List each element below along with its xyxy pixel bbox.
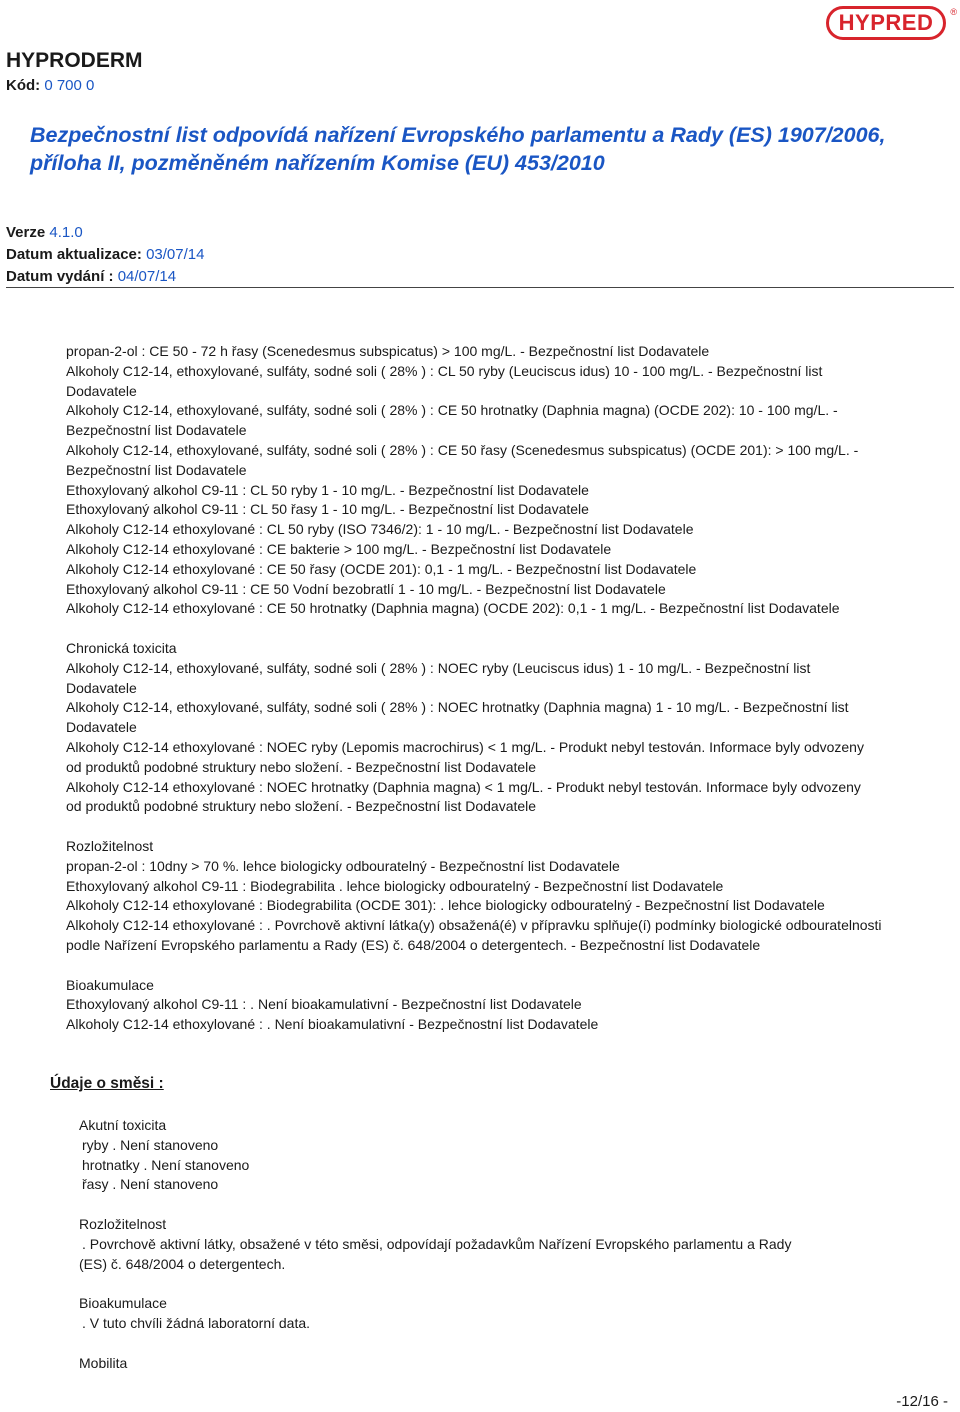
subsection-title: Bioakumulace (79, 1295, 167, 1312)
subsection-title: Rozložitelnost (79, 1215, 167, 1232)
text-line: podle Nařízení Evropského parlamentu a Rady (ES) č. 648/2004 o detergentech. - Bezpečnostní list Dodavatele (66, 936, 761, 953)
text-line: Alkoholy C12-14 ethoxylované : NOEC ryby (Lepomis macrochirus) < 1 mg/L. - Produkt nebyl testován. Informace byly odvozeny (66, 738, 864, 755)
mixture-section (79, 1116, 949, 1373)
text-line: Bezpečnostní list Dodavatele (66, 422, 247, 439)
bioaccumulation-block (66, 976, 956, 1035)
updated-line (6, 246, 204, 263)
subsection-title: Rozložitelnost (66, 837, 154, 854)
text-line: Ethoxylovaný alkohol C9-11 : Biodegrabilita . lehce biologicky odbouratelný - Bezpečnostní list Dodavatele (66, 877, 724, 894)
registered-mark: ® (950, 7, 957, 17)
hypred-logo (826, 6, 957, 40)
text-line: Alkoholy C12-14 ethoxylované : Biodegrabilita (OCDE 301): . lehce biologicky odbouratelný - Bezpečnostní list Dodavatele (66, 897, 825, 914)
issued-label: Datum vydání : (6, 268, 114, 285)
chronic-toxicity-block (66, 639, 956, 817)
issued-line (6, 268, 176, 285)
version-label: Verze (6, 224, 46, 241)
text-line: . Povrchově aktivní látky, obsažené v této směsi, odpovídají požadavkům Nařízení Evropského parlamentu a Rady (82, 1235, 792, 1252)
text-line: Bezpečnostní list Dodavatele (66, 461, 247, 478)
subsection-title: Chronická toxicita (66, 639, 177, 656)
issued-value: 04/07/14 (117, 268, 177, 285)
text-line: Ethoxylovaný alkohol C9-11 : CL 50 ryby 1 - 10 mg/L. - Bezpečnostní list Dodavatele (66, 481, 589, 498)
text-line: Alkoholy C12-14 ethoxylované : CE 50 řasy (OCDE 201): 0,1 - 1 mg/L. - Bezpečnostní list Dodavatele (66, 560, 697, 577)
logo-text: HYPRED (838, 10, 934, 35)
header-divider (6, 287, 954, 288)
text-line: od produktů podobné struktury nebo složení. - Bezpečnostní list Dodavatele (66, 798, 537, 815)
text-line: Alkoholy C12-14 ethoxylované : CE bakterie > 100 mg/L. - Bezpečnostní list Dodavatele (66, 540, 612, 557)
mixture-heading: Údaje o směsi : (50, 1075, 164, 1092)
title-line-2: příloha II, pozměněném nařízením Komise (EU) 453/2010 (30, 151, 605, 175)
text-line: hrotnatky . Není stanoveno (82, 1156, 250, 1173)
degradability-block (66, 837, 956, 956)
subsection-title: Mobilita (79, 1354, 128, 1371)
text-line: propan-2-ol : CE 50 - 72 h řasy (Scenedesmus subspicatus) > 100 mg/L. - Bezpečnostní list Dodavatele (66, 343, 710, 359)
text-line: Alkoholy C12-14, ethoxylované, sulfáty, sodné soli ( 28% ) : CL 50 ryby (Leuciscus idus) 10 - 100 mg/L. - Bezpečnostní list (66, 362, 823, 379)
text-line: řasy . Není stanoveno (82, 1176, 219, 1193)
text-line: Alkoholy C12-14 ethoxylované : NOEC hrotnatky (Daphnia magna) < 1 mg/L. - Produkt nebyl testován. Informace byly odvozeny (66, 778, 861, 795)
subsection-title: Bioakumulace (66, 976, 154, 993)
text-line: Alkoholy C12-14 ethoxylované : . Není bioakamulativní - Bezpečnostní list Dodavatele (66, 1016, 599, 1033)
text-line: Ethoxylovaný alkohol C9-11 : . Není bioakamulativní - Bezpečnostní list Dodavatele (66, 996, 582, 1013)
document-title (30, 121, 950, 177)
text-line: Ethoxylovaný alkohol C9-11 : CL 50 řasy 1 - 10 mg/L. - Bezpečnostní list Dodavatele (66, 501, 589, 518)
text-line: Alkoholy C12-14 ethoxylované : CE 50 hrotnatky (Daphnia magna) (OCDE 202): 0,1 - 1 mg/L. - Bezpečnostní list Dodavatele (66, 600, 840, 617)
text-line: Dodavatele (66, 679, 137, 696)
text-line: Alkoholy C12-14, ethoxylované, sulfáty, sodné soli ( 28% ) : NOEC hrotnatky (Daphnia magna) 1 - 10 mg/L. - Bezpečnostní list (66, 699, 849, 716)
title-line-1: Bezpečnostní list odpovídá nařízení Evropského parlamentu a Rady (ES) 1907/2006, (30, 123, 886, 147)
text-line: propan-2-ol : 10dny > 70 %. lehce biologicky odbouratelný - Bezpečnostní list Dodavatele (66, 857, 620, 874)
version-value: 4.1.0 (49, 224, 83, 241)
version-line (6, 224, 83, 241)
text-line: Alkoholy C12-14, ethoxylované, sulfáty, sodné soli ( 28% ) : CE 50 řasy (Scenedesmus subspicatus) (OCDE 201): > 100 mg/L. - (66, 441, 859, 458)
text-line: Alkoholy C12-14 ethoxylované : CL 50 ryby (ISO 7346/2): 1 - 10 mg/L. - Bezpečnostní list Dodavatele (66, 521, 694, 538)
text-line: od produktů podobné struktury nebo složení. - Bezpečnostní list Dodavatele (66, 758, 537, 775)
text-line: Dodavatele (66, 719, 137, 736)
text-line: Alkoholy C12-14, ethoxylované, sulfáty, sodné soli ( 28% ) : NOEC ryby (Leuciscus idus) 1 - 10 mg/L. - Bezpečnostní list (66, 659, 811, 676)
text-line: ryby . Není stanoveno (82, 1136, 219, 1153)
subsection-title: Akutní toxicita (79, 1117, 167, 1133)
text-line: Alkoholy C12-14 ethoxylované : . Povrchově aktivní látka(y) obsažená(é) v přípravku splňuje(í) podmínky biologické odbouratelnosti (66, 917, 882, 934)
text-line: Ethoxylovaný alkohol C9-11 : CE 50 Vodní bezobratlí 1 - 10 mg/L. - Bezpečnostní list Dodavatele (66, 580, 666, 597)
text-line: . V tuto chvíli žádná laboratorní data. (82, 1314, 311, 1331)
product-name: HYPRODERM (6, 49, 143, 72)
product-code (6, 77, 94, 94)
code-value: 0 700 0 (44, 77, 95, 94)
ecotox-section (66, 342, 956, 1035)
updated-value: 03/07/14 (146, 246, 205, 263)
code-label: Kód: (6, 77, 41, 94)
text-line: Dodavatele (66, 382, 137, 399)
updated-label: Datum aktualizace: (6, 246, 142, 263)
text-line: Alkoholy C12-14, ethoxylované, sulfáty, sodné soli ( 28% ) : CE 50 hrotnatky (Daphnia magna) (OCDE 202): 10 - 100 mg/L. - (66, 402, 838, 419)
page-number: -12/16 - (896, 1393, 948, 1410)
acute-toxicity-block (66, 342, 956, 619)
text-line: (ES) č. 648/2004 o detergentech. (79, 1255, 286, 1272)
